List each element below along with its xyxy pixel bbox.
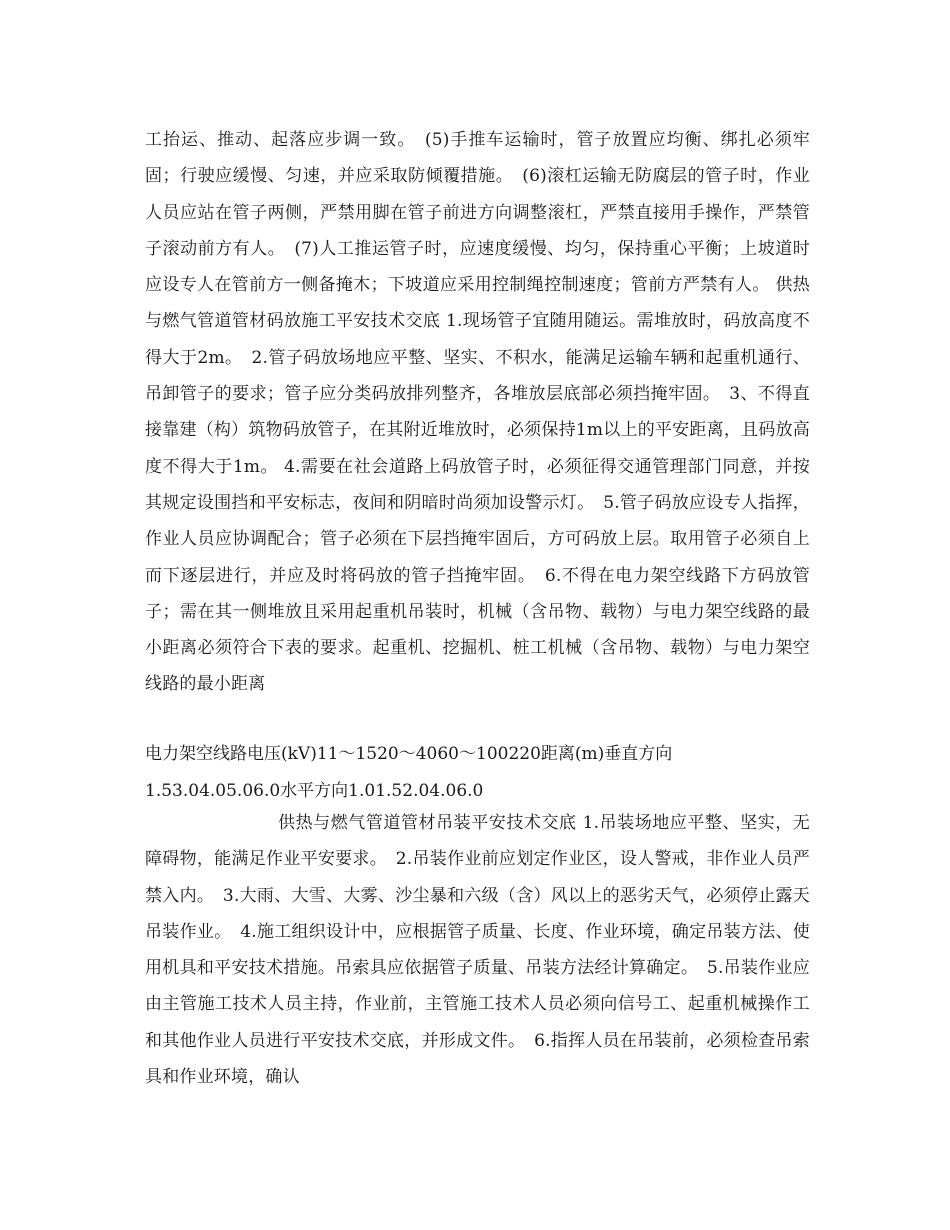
body-paragraph-2: 供热与燃气管道管材吊装平安技术交底 1.吊装场地应平整、坚实，无障碍物，能满足作业平安要求。 2.吊装作业前应划定作业区，设人警戒，非作业人员严禁入内。 3.大雨、大雪、大雾、沙尘暴和六级（含）风以上的恶劣天气，必须停止露天吊装作业。 4.施工组织设计中，应根据管子质量、长度、作业环境，确定吊装方法、使用机具和平安技术措施。吊索具应依据管子质量、吊装方法经计算确定。 5.吊装作业应由主管施工技术人员主持，作业前，主管施工技术人员必须向信号工、起重机械操作工和其他作业人员进行平安技术交底，并形成文件。 6.指挥人员在吊装前，必须检查吊索具和作业环境，确认 bbox=[145, 813, 810, 1088]
body-paragraph-1: 工抬运、推动、起落应步调一致。 (5)手推车运输时，管子放置应均衡、绑扎必须牢固；行驶应缓慢、匀速，并应采取防倾覆措施。 (6)滚杠运输无防腐层的管子时，作业人员应站在管子两侧，严禁用脚在管子前进方向调整滚杠，严禁直接用手操作，严禁管子滚动前方有人。 (7)人工推运管子时，应速度缓慢、均匀，保持重心平衡；上坡道时应设专人在管前方一侧备掩木；下坡道应采用控制绳控制速度；管前方严禁有人。 供热与燃气管道管材码放施工平安技术交底 1.现场管子宜随用随运。需堆放时，码放高度不得大于2m。 2.管子码放场地应平整、坚实、不积水，能满足运输车辆和起重机通行、吊卸管子的要求；管子应分类码放排列整齐，各堆放层底部必须挡掩牢固。 3、不得直接靠建（构）筑物码放管子，在其附近堆放时，必须保持1m以上的平安距离，且码放高度不得大于1m。 4.需要在社会道路上码放管子时，必须征得交通管理部门同意，并按其规定设围挡和平安标志，夜间和阴暗时尚须加设警示灯。 5.管子码放应设专人指挥，作业人员应协调配合；管子必须在下层挡掩牢固后，方可码放上层。取用管子必须自上而下逐层进行，并应及时将码放的管子挡掩牢固。 6.不得在电力架空线路下方码放管子；需在其一侧堆放且采用起重机吊装时，机械（含吊物、载物）与电力架空线路的最小距离必须符合下表的要求。起重机、挖掘机、桩工机械（含吊物、载物）与电力架空线路的最小距离 bbox=[145, 130, 810, 695]
table-line-voltage: 电力架空线路电压(kV)11～1520～4060～100220距离(m)垂直方向 bbox=[145, 744, 673, 764]
table-line-distance: 1.53.04.05.06.0水平方向1.01.52.04.06.0 bbox=[145, 781, 484, 801]
